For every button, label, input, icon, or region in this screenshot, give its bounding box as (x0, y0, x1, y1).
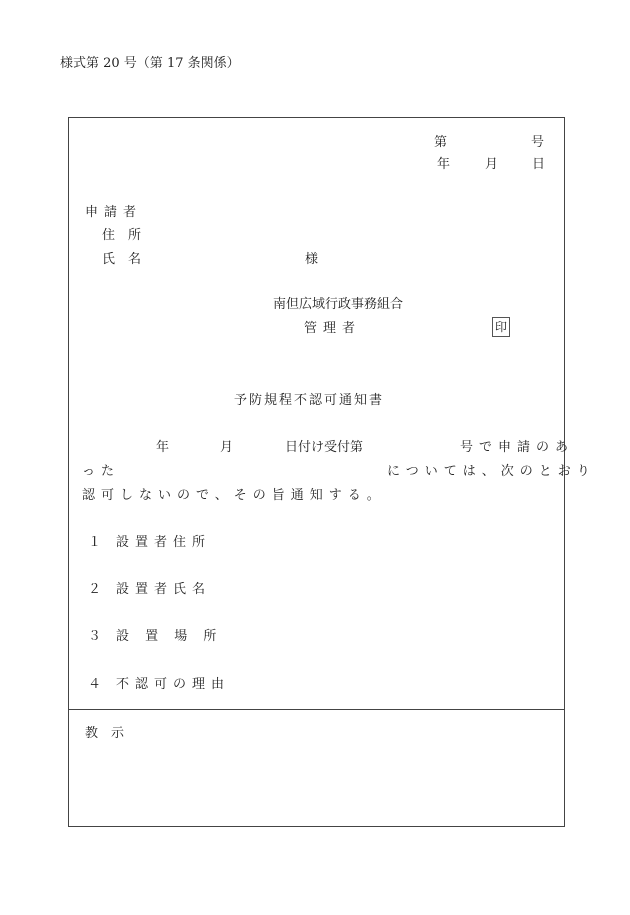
issuer-title: 管理者 (304, 321, 362, 336)
item-label: 設 置 場 所 (116, 629, 223, 644)
applicant-heading: 申請者 (85, 205, 143, 220)
body-line2-start: った (82, 464, 121, 479)
date-month: 月 (485, 157, 499, 172)
body-year: 年 (156, 440, 170, 455)
item-label: 設置者氏名 (116, 582, 212, 597)
form-number: 様式第 20 号（第 17 条関係） (60, 56, 240, 71)
item-number: ２ (88, 582, 102, 597)
applicant-address-label: 住 所 (102, 228, 142, 243)
body-month: 月 (220, 440, 234, 455)
body-applied: 号で申請のあ (460, 440, 575, 455)
item-number: ４ (88, 677, 102, 692)
instruction-label: 教 示 (85, 726, 125, 741)
number-prefix: 第 (434, 135, 448, 150)
document-title: 予防規程不認可通知書 (234, 393, 385, 408)
issuer-organization: 南但広域行政事務組合 (273, 297, 404, 312)
date-day: 日 (532, 157, 546, 172)
body-accepted: 日付け受付第 (285, 440, 364, 455)
item-number: １ (88, 535, 102, 550)
applicant-name-label: 氏 名 (102, 252, 142, 267)
section-divider (69, 709, 564, 710)
body-line2-end: については、次のとおり (387, 464, 596, 479)
number-suffix: 号 (531, 135, 545, 150)
date-year: 年 (437, 157, 451, 172)
notice-form (68, 117, 596, 827)
applicant-honorific: 様 (305, 252, 319, 267)
item-label: 不認可の理由 (116, 677, 231, 692)
body-line3: 認可しないので、その旨通知する。 (82, 488, 386, 503)
seal-mark: 印 (492, 317, 510, 337)
item-number: ３ (88, 629, 102, 644)
item-label: 設置者住所 (116, 535, 212, 550)
